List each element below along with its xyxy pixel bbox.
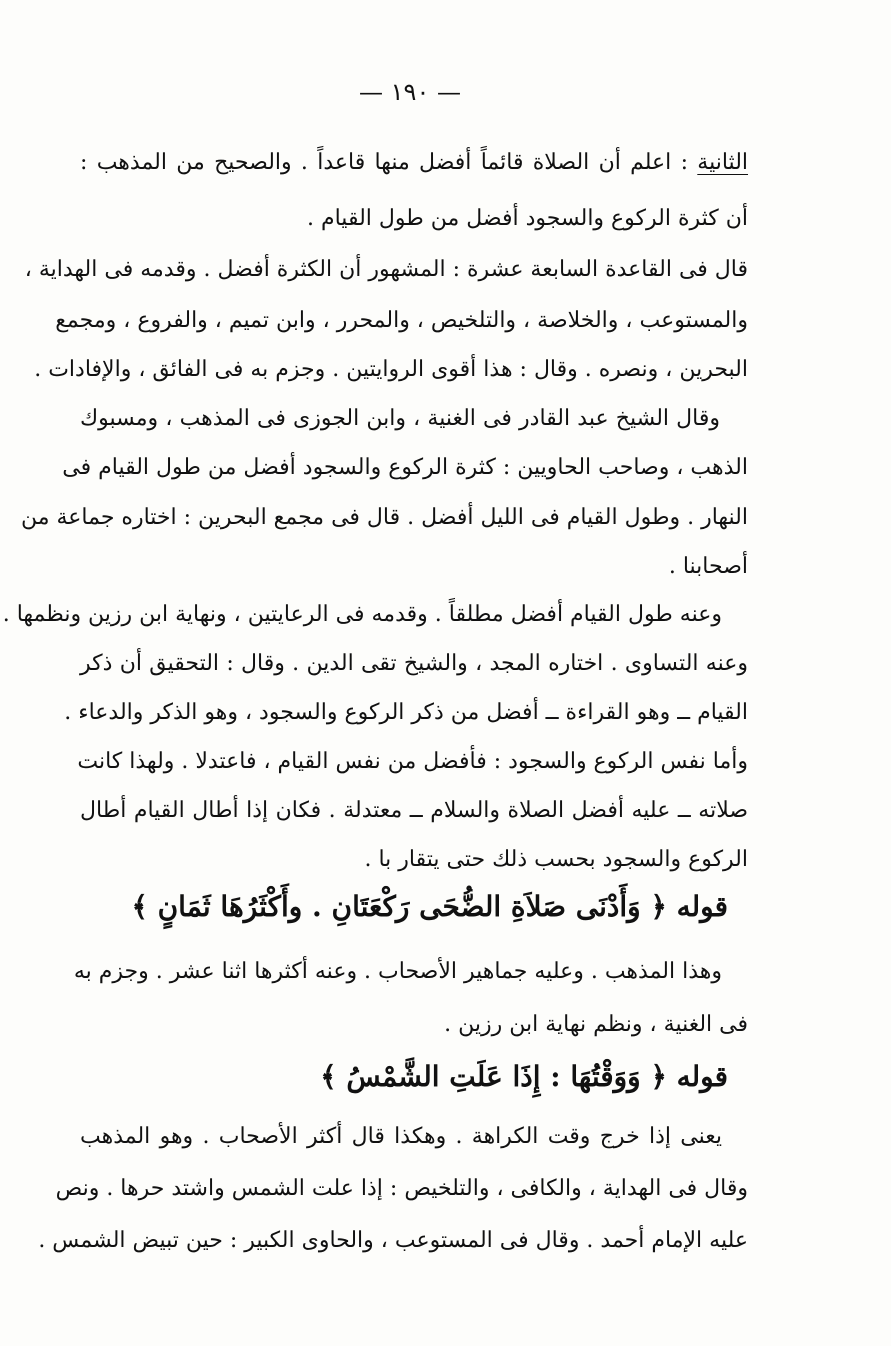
text-line-3: قال فى القاعدة السابعة عشرة : المشهور أن الكثرة أفضل . وقدمه فى الهداية ، xyxy=(24,257,748,282)
section-lead-word: الثانية xyxy=(697,150,749,175)
text-line-16: وهذا المذهب . وعليه جماهير الأصحاب . وعنه أكثرها اثنا عشر . وجزم به xyxy=(73,959,722,984)
text-line-12: القيام ــ وهو القراءة ــ أفضل من ذكر الركوع والسجود ، وهو الذكر والدعاء . xyxy=(64,700,748,725)
text-line-8: النهار . وطول القيام فى الليل أفضل . قال فى مجمع البحرين : اختاره جماعة من xyxy=(20,505,748,530)
text-line-1 xyxy=(80,148,748,178)
text-line-19: وقال فى الهداية ، والكافى ، والتلخيص : إذا علت الشمس واشتد حرها . ونص xyxy=(55,1176,748,1201)
text-line-2: أن كثرة الركوع والسجود أفضل من طول القيام . xyxy=(307,206,748,231)
page-number: — ١٩٠ — xyxy=(359,78,461,106)
text-line-6: وقال الشيخ عبد القادر فى الغنية ، وابن الجوزى فى المذهب ، ومسبوك xyxy=(80,406,720,431)
text-line-10: وعنه طول القيام أفضل مطلقاً . وقدمه فى الرعايتين ، ونهاية ابن رزين ونظمها . xyxy=(2,602,722,627)
text-line-9: أصحابنا . xyxy=(668,554,748,579)
text-line-15: الركوع والسجود بحسب ذلك حتى يتقار با . xyxy=(364,847,748,872)
quote-heading-duha-prayer: قوله ﴿ وَأَدْنَى صَلاَةِ الضُّحَى رَكْعَتَانِ . وأَكْثَرُهَا ثَمَانٍ ﴾ xyxy=(131,890,728,923)
text-line-18: يعنى إذا خرج وقت الكراهة . وهكذا قال أكثر الأصحاب . وهو المذهب xyxy=(80,1124,722,1149)
text-line-14: صلاته ــ عليه أفضل الصلاة والسلام ــ معتدلة . فكان إذا أطال القيام أطال xyxy=(80,798,748,823)
quote-heading-prayer-time: قوله ﴿ وَوَقْتُهَا : إِذَا عَلَتِ الشَّمْسُ ﴾ xyxy=(320,1060,728,1093)
text-line-20: عليه الإمام أحمد . وقال فى المستوعب ، والحاوى الكبير : حين تبيض الشمس . xyxy=(38,1228,748,1253)
text-line-7: الذهب ، وصاحب الحاويين : كثرة الركوع والسجود أفضل من طول القيام فى xyxy=(62,455,748,480)
text-line-17: فى الغنية ، ونظم نهاية ابن رزين . xyxy=(444,1012,748,1037)
text-line-1-rest: : اعلم أن الصلاة قائماً أفضل منها قاعداً . والصحيح من المذهب : xyxy=(80,150,688,175)
text-line-5: البحرين ، ونصره . وقال : هذا أقوى الروايتين . وجزم به فى الفائق ، والإفادات . xyxy=(34,357,748,382)
text-line-11: وعنه التساوى . اختاره المجد ، والشيخ تقى الدين . وقال : التحقيق أن ذكر xyxy=(80,651,748,676)
text-line-13: وأما نفس الركوع والسجود : فأفضل من نفس القيام ، فاعتدلا . ولهذا كانت xyxy=(77,749,748,774)
text-line-4: والمستوعب ، والخلاصة ، والتلخيص ، والمحرر ، وابن تميم ، والفروع ، ومجمع xyxy=(55,308,748,333)
